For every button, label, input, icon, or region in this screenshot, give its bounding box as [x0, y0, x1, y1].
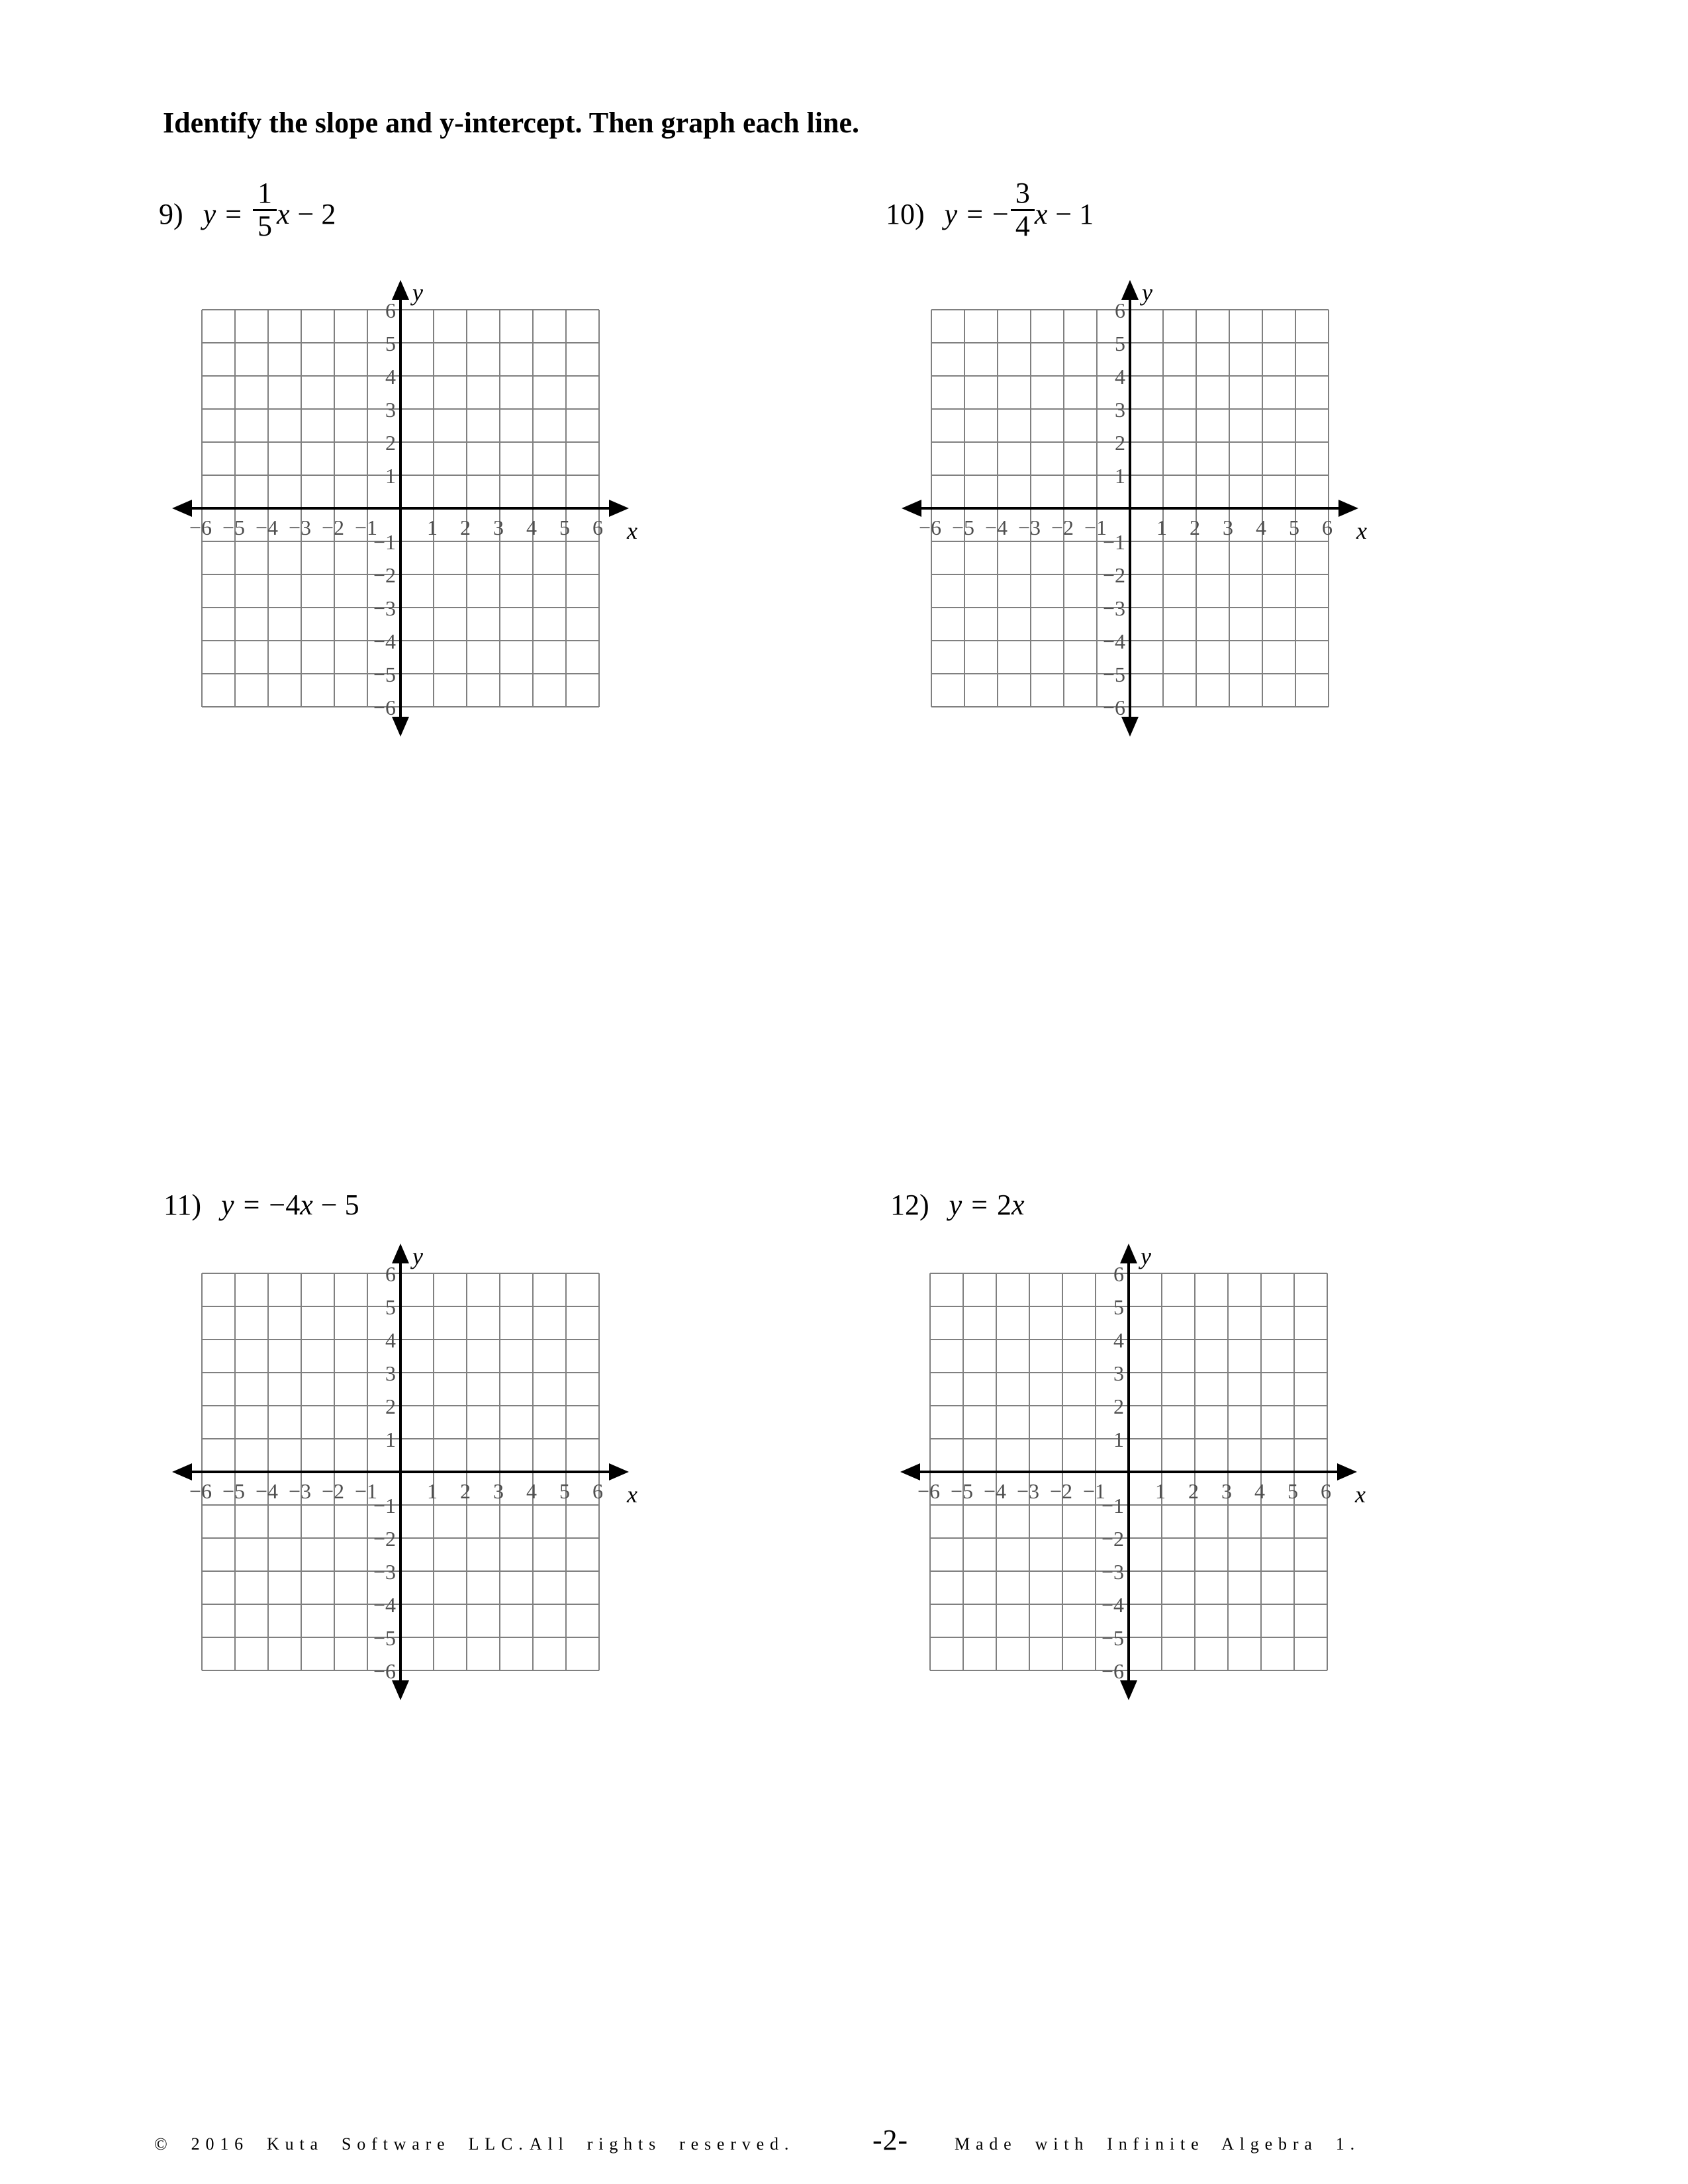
coordinate-grid-problem-12 [884, 1227, 1374, 1717]
x-tick-label: −5 [222, 516, 246, 539]
problem-12 [890, 1185, 1033, 1226]
y-axis-top-arrow-icon [392, 1244, 409, 1263]
x-tick-label: 4 [1256, 516, 1266, 539]
x-tick-label: −2 [321, 1479, 345, 1503]
grid-svg [156, 263, 645, 753]
equation-variable-y: y [949, 1188, 962, 1221]
page-number: -2- [872, 2124, 908, 2156]
grid-svg [156, 1227, 645, 1717]
y-tick-label: −6 [1101, 1659, 1124, 1683]
x-tick-label: 2 [460, 1479, 471, 1503]
x-tick-label: −6 [917, 1479, 941, 1503]
x-axis-right-arrow-icon [609, 1463, 629, 1480]
x-tick-label: 3 [1221, 1479, 1232, 1503]
x-axis-right-arrow-icon [1338, 500, 1358, 517]
footer-made-with: Made with Infinite Algebra 1. [955, 2134, 1360, 2154]
x-axis-label: x [1355, 1481, 1366, 1508]
x-tick-label: 3 [493, 1479, 504, 1503]
equation-variable-y: y [221, 1188, 234, 1221]
y-tick-label: 6 [1113, 1262, 1124, 1286]
y-tick-label: −4 [373, 629, 396, 653]
equation-constant: − 5 [320, 1188, 359, 1221]
y-tick-label: −3 [373, 596, 396, 620]
equals-sign: = [225, 197, 242, 230]
y-axis-label: y [412, 279, 423, 306]
y-tick-label: 5 [1115, 332, 1125, 355]
y-tick-label: 6 [1115, 298, 1125, 322]
y-axis-label: y [1141, 1243, 1151, 1269]
equation-variable-y: y [944, 197, 958, 230]
y-tick-label: 3 [1115, 398, 1125, 422]
problem-number: 10) [886, 197, 925, 230]
y-tick-label: −4 [373, 1593, 396, 1617]
fraction-numerator: 3 [1011, 178, 1035, 211]
y-tick-label: 2 [385, 431, 396, 455]
x-axis-label: x [1356, 518, 1367, 544]
x-tick-label: −2 [1049, 1479, 1073, 1503]
x-tick-label: 6 [1321, 1479, 1331, 1503]
y-axis-bottom-arrow-icon [1121, 717, 1139, 737]
y-tick-label: −5 [1101, 1626, 1124, 1650]
x-tick-label: 5 [559, 1479, 570, 1503]
x-tick-label: 4 [526, 516, 537, 539]
x-tick-label: −5 [950, 1479, 974, 1503]
y-tick-label: 1 [1113, 1428, 1124, 1451]
equation-variable-x: x [1011, 1188, 1025, 1221]
y-tick-label: 1 [385, 1428, 396, 1451]
equation-variable-x: x [1034, 197, 1048, 230]
problem-9 [159, 177, 336, 249]
y-axis-label: y [1142, 279, 1152, 306]
fraction-denominator: 4 [1015, 209, 1030, 242]
y-tick-label: −4 [1102, 629, 1125, 653]
equation-variable-x: x [277, 197, 290, 230]
fraction-denominator: 5 [258, 209, 273, 242]
x-tick-label: 5 [1288, 1479, 1298, 1503]
x-axis-left-arrow-icon [900, 1463, 920, 1480]
fraction-sign: − [992, 197, 1009, 230]
y-tick-label: −1 [1102, 530, 1125, 554]
y-tick-label: −2 [1101, 1527, 1124, 1551]
equals-sign: = [971, 1188, 988, 1221]
y-tick-label: −4 [1101, 1593, 1124, 1617]
x-tick-label: −1 [1082, 1479, 1106, 1503]
fraction [253, 178, 277, 242]
problem-number: 11) [164, 1188, 202, 1221]
y-tick-label: −2 [373, 563, 396, 587]
y-axis-label: y [412, 1243, 423, 1269]
y-tick-label: −6 [373, 696, 396, 719]
y-axis-bottom-arrow-icon [392, 717, 409, 737]
y-tick-label: 3 [385, 1361, 396, 1385]
y-axis-top-arrow-icon [1120, 1244, 1137, 1263]
x-tick-label: −1 [1084, 516, 1107, 539]
x-tick-label: −1 [354, 1479, 378, 1503]
x-tick-label: −3 [288, 1479, 312, 1503]
y-tick-label: −5 [373, 1626, 396, 1650]
coordinate-grid-problem-10 [885, 263, 1375, 753]
x-axis-label: x [627, 518, 637, 544]
y-tick-label: 3 [385, 398, 396, 422]
y-tick-label: −5 [373, 662, 396, 686]
x-tick-label: 1 [427, 1479, 438, 1503]
x-tick-label: −4 [983, 1479, 1007, 1503]
equals-sign: = [966, 197, 984, 230]
y-tick-label: 5 [1113, 1295, 1124, 1319]
y-tick-label: 4 [385, 1328, 396, 1352]
y-tick-label: 2 [1113, 1394, 1124, 1418]
x-axis-label: x [627, 1481, 637, 1508]
grid-svg [885, 263, 1375, 753]
y-tick-label: −1 [373, 530, 396, 554]
x-tick-label: −3 [288, 516, 312, 539]
y-axis-bottom-arrow-icon [1120, 1680, 1137, 1700]
x-tick-label: −4 [255, 516, 279, 539]
x-tick-label: −5 [222, 1479, 246, 1503]
x-tick-label: −6 [189, 516, 212, 539]
x-tick-label: −2 [1051, 516, 1074, 539]
x-tick-label: 1 [427, 516, 438, 539]
y-tick-label: 3 [1113, 1361, 1124, 1385]
equation-constant: − 2 [297, 197, 336, 230]
y-tick-label: 1 [1115, 464, 1125, 488]
x-tick-label: 4 [526, 1479, 537, 1503]
x-tick-label: 5 [1289, 516, 1299, 539]
x-tick-label: −4 [255, 1479, 279, 1503]
y-tick-label: −3 [1102, 596, 1125, 620]
x-tick-label: 2 [1190, 516, 1200, 539]
y-tick-label: −3 [373, 1560, 396, 1584]
problem-number: 12) [890, 1188, 929, 1221]
x-tick-label: 4 [1254, 1479, 1265, 1503]
y-tick-label: 5 [385, 1295, 396, 1319]
y-tick-label: −1 [1101, 1494, 1124, 1518]
y-tick-label: −5 [1102, 662, 1125, 686]
y-tick-label: 6 [385, 1262, 396, 1286]
problem-number: 9) [159, 197, 183, 230]
x-tick-label: −5 [951, 516, 975, 539]
y-tick-label: −6 [373, 1659, 396, 1683]
footer-copyright: © 2016 Kuta Software LLC. [154, 2134, 529, 2154]
y-tick-label: −3 [1101, 1560, 1124, 1584]
equation-coefficient: 2 [997, 1188, 1012, 1221]
x-axis-right-arrow-icon [609, 500, 629, 517]
x-axis-left-arrow-icon [172, 500, 192, 517]
grid-svg [884, 1227, 1374, 1717]
y-tick-label: 2 [1115, 431, 1125, 455]
equation-constant: − 1 [1055, 197, 1094, 230]
x-tick-label: 3 [1223, 516, 1233, 539]
y-tick-label: −6 [1102, 696, 1125, 719]
fraction-numerator: 1 [253, 178, 277, 211]
x-tick-label: 6 [1322, 516, 1333, 539]
y-tick-label: −2 [1102, 563, 1125, 587]
x-tick-label: 1 [1156, 516, 1167, 539]
y-tick-label: 2 [385, 1394, 396, 1418]
equals-sign: = [243, 1188, 260, 1221]
equation-coefficient: −4 [269, 1188, 301, 1221]
equation-variable-x: x [300, 1188, 313, 1221]
y-axis-top-arrow-icon [1121, 280, 1139, 300]
x-axis-right-arrow-icon [1337, 1463, 1357, 1480]
y-tick-label: 4 [1115, 365, 1125, 388]
x-tick-label: 2 [460, 516, 471, 539]
y-axis-top-arrow-icon [392, 280, 409, 300]
y-tick-label: 5 [385, 332, 396, 355]
x-tick-label: 2 [1188, 1479, 1199, 1503]
footer-rights: All rights reserved. [530, 2134, 795, 2154]
x-tick-label: −3 [1016, 1479, 1040, 1503]
y-tick-label: 4 [385, 365, 396, 388]
x-tick-label: −3 [1017, 516, 1041, 539]
x-tick-label: 6 [592, 1479, 603, 1503]
problem-11 [164, 1185, 359, 1226]
x-tick-label: −6 [918, 516, 942, 539]
x-tick-label: −1 [354, 516, 378, 539]
x-tick-label: −2 [321, 516, 345, 539]
y-tick-label: −1 [373, 1494, 396, 1518]
x-tick-label: −6 [189, 1479, 212, 1503]
y-tick-label: 4 [1113, 1328, 1124, 1352]
y-tick-label: 6 [385, 298, 396, 322]
x-tick-label: 3 [493, 516, 504, 539]
problem-10 [886, 177, 1094, 249]
coordinate-grid-problem-11 [156, 1227, 645, 1717]
x-tick-label: 5 [559, 516, 570, 539]
x-axis-left-arrow-icon [172, 1463, 192, 1480]
coordinate-grid-problem-9 [156, 263, 645, 753]
x-axis-left-arrow-icon [902, 500, 921, 517]
fraction [1011, 178, 1035, 242]
equation-variable-y: y [203, 197, 216, 230]
x-tick-label: 6 [592, 516, 603, 539]
y-tick-label: 1 [385, 464, 396, 488]
x-tick-label: 1 [1155, 1479, 1166, 1503]
y-axis-bottom-arrow-icon [392, 1680, 409, 1700]
page-title: Identify the slope and y-intercept. Then graph each line. [163, 107, 859, 139]
y-tick-label: −2 [373, 1527, 396, 1551]
x-tick-label: −4 [984, 516, 1008, 539]
